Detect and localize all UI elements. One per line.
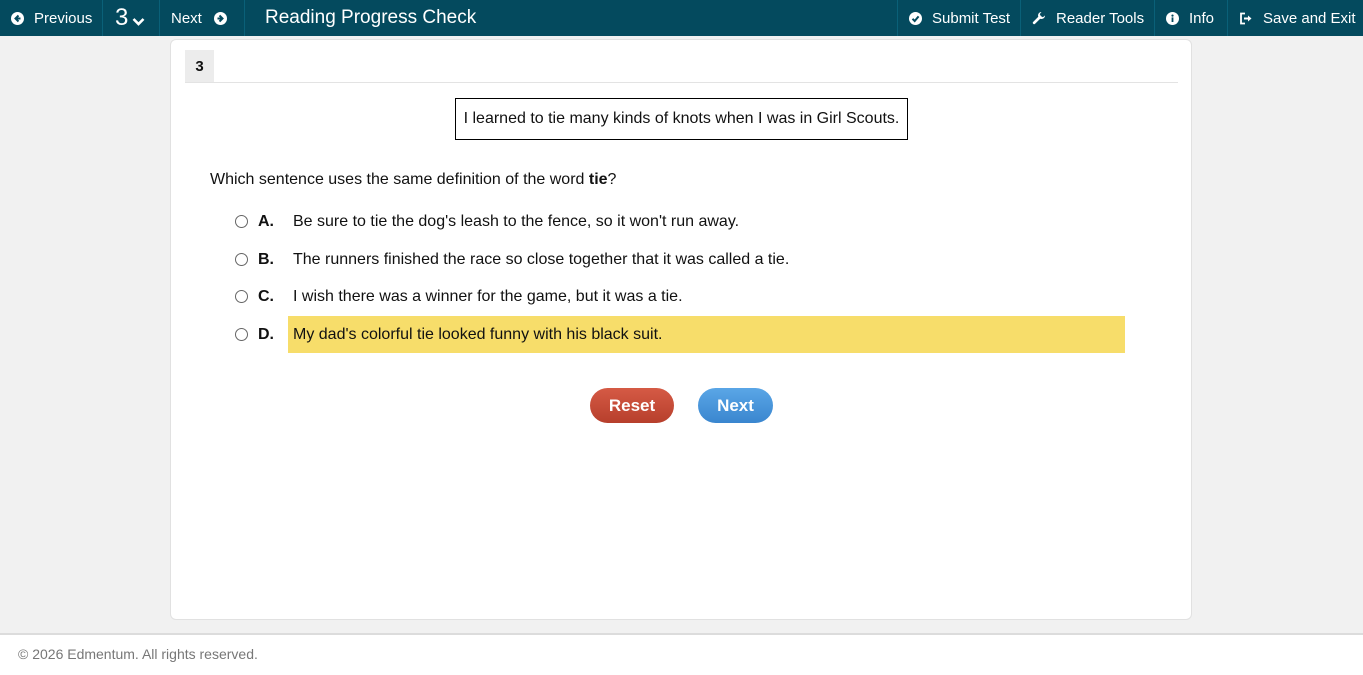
submit-test-label: Submit Test (932, 9, 1011, 27)
passage-box: I learned to tie many kinds of knots when I was in Girl Scouts. (455, 98, 908, 140)
choice-text-highlighted[interactable]: My dad's colorful tie looked funny with his black suit. (288, 316, 1125, 353)
choice-text[interactable]: Be sure to tie the dog's leash to the fence, so it won't run away. (293, 212, 740, 230)
info-label: Info (1189, 9, 1215, 27)
choice-letter: C. (258, 287, 274, 305)
chevron-down-icon (132, 6, 145, 34)
footer (0, 635, 1363, 675)
question-prompt-end: ? (607, 171, 617, 188)
next-button[interactable]: Next (698, 388, 773, 423)
submit-test-button[interactable] (897, 0, 1020, 36)
choice-letter: A. (258, 212, 274, 230)
previous-label: Previous (34, 9, 93, 27)
choice-letter: B. (258, 250, 274, 268)
answer-choice-b[interactable] (235, 241, 1125, 278)
reader-tools-button[interactable] (1020, 0, 1154, 36)
info-circle-icon (1166, 12, 1179, 25)
radio-button-b[interactable] (235, 253, 248, 266)
question-number-value: 3 (115, 4, 129, 31)
top-toolbar (0, 0, 1363, 36)
radio-button-c[interactable] (235, 290, 248, 303)
test-title: Reading Progress Check (265, 7, 477, 28)
copyright-text: © 2026 Edmentum. All rights reserved. (18, 646, 258, 662)
next-label: Next (171, 9, 202, 27)
question-number-dropdown[interactable] (103, 0, 160, 36)
check-circle-icon (909, 12, 922, 25)
arrow-circle-right-icon (214, 12, 227, 25)
choice-text[interactable]: The runners finished the race so close together that it was called a tie. (293, 250, 790, 268)
question-header (185, 50, 1178, 83)
save-and-exit-label: Save and Exit (1263, 9, 1356, 27)
sign-out-icon (1239, 12, 1253, 25)
info-button[interactable] (1154, 0, 1227, 36)
reset-button[interactable]: Reset (590, 388, 674, 423)
answer-choice-c[interactable] (235, 278, 1125, 315)
question-keyword: tie (588, 171, 608, 188)
previous-button[interactable] (0, 0, 103, 36)
save-and-exit-button[interactable] (1227, 0, 1363, 36)
radio-button-a[interactable] (235, 215, 248, 228)
reader-tools-label: Reader Tools (1056, 9, 1145, 27)
radio-button-d[interactable] (235, 328, 248, 341)
choice-text[interactable]: I wish there was a winner for the game, but it was a tie. (293, 287, 683, 305)
wrench-icon (1032, 11, 1046, 25)
arrow-circle-left-icon (11, 12, 24, 25)
answer-choice-a[interactable] (235, 203, 1125, 240)
question-prompt-text: Which sentence uses the same definition of the word (210, 171, 589, 188)
question-number-badge: 3 (185, 50, 214, 82)
answer-choice-d[interactable] (235, 316, 1125, 353)
question-prompt (210, 171, 616, 189)
choice-letter: D. (258, 325, 274, 343)
next-question-button[interactable] (160, 0, 245, 36)
